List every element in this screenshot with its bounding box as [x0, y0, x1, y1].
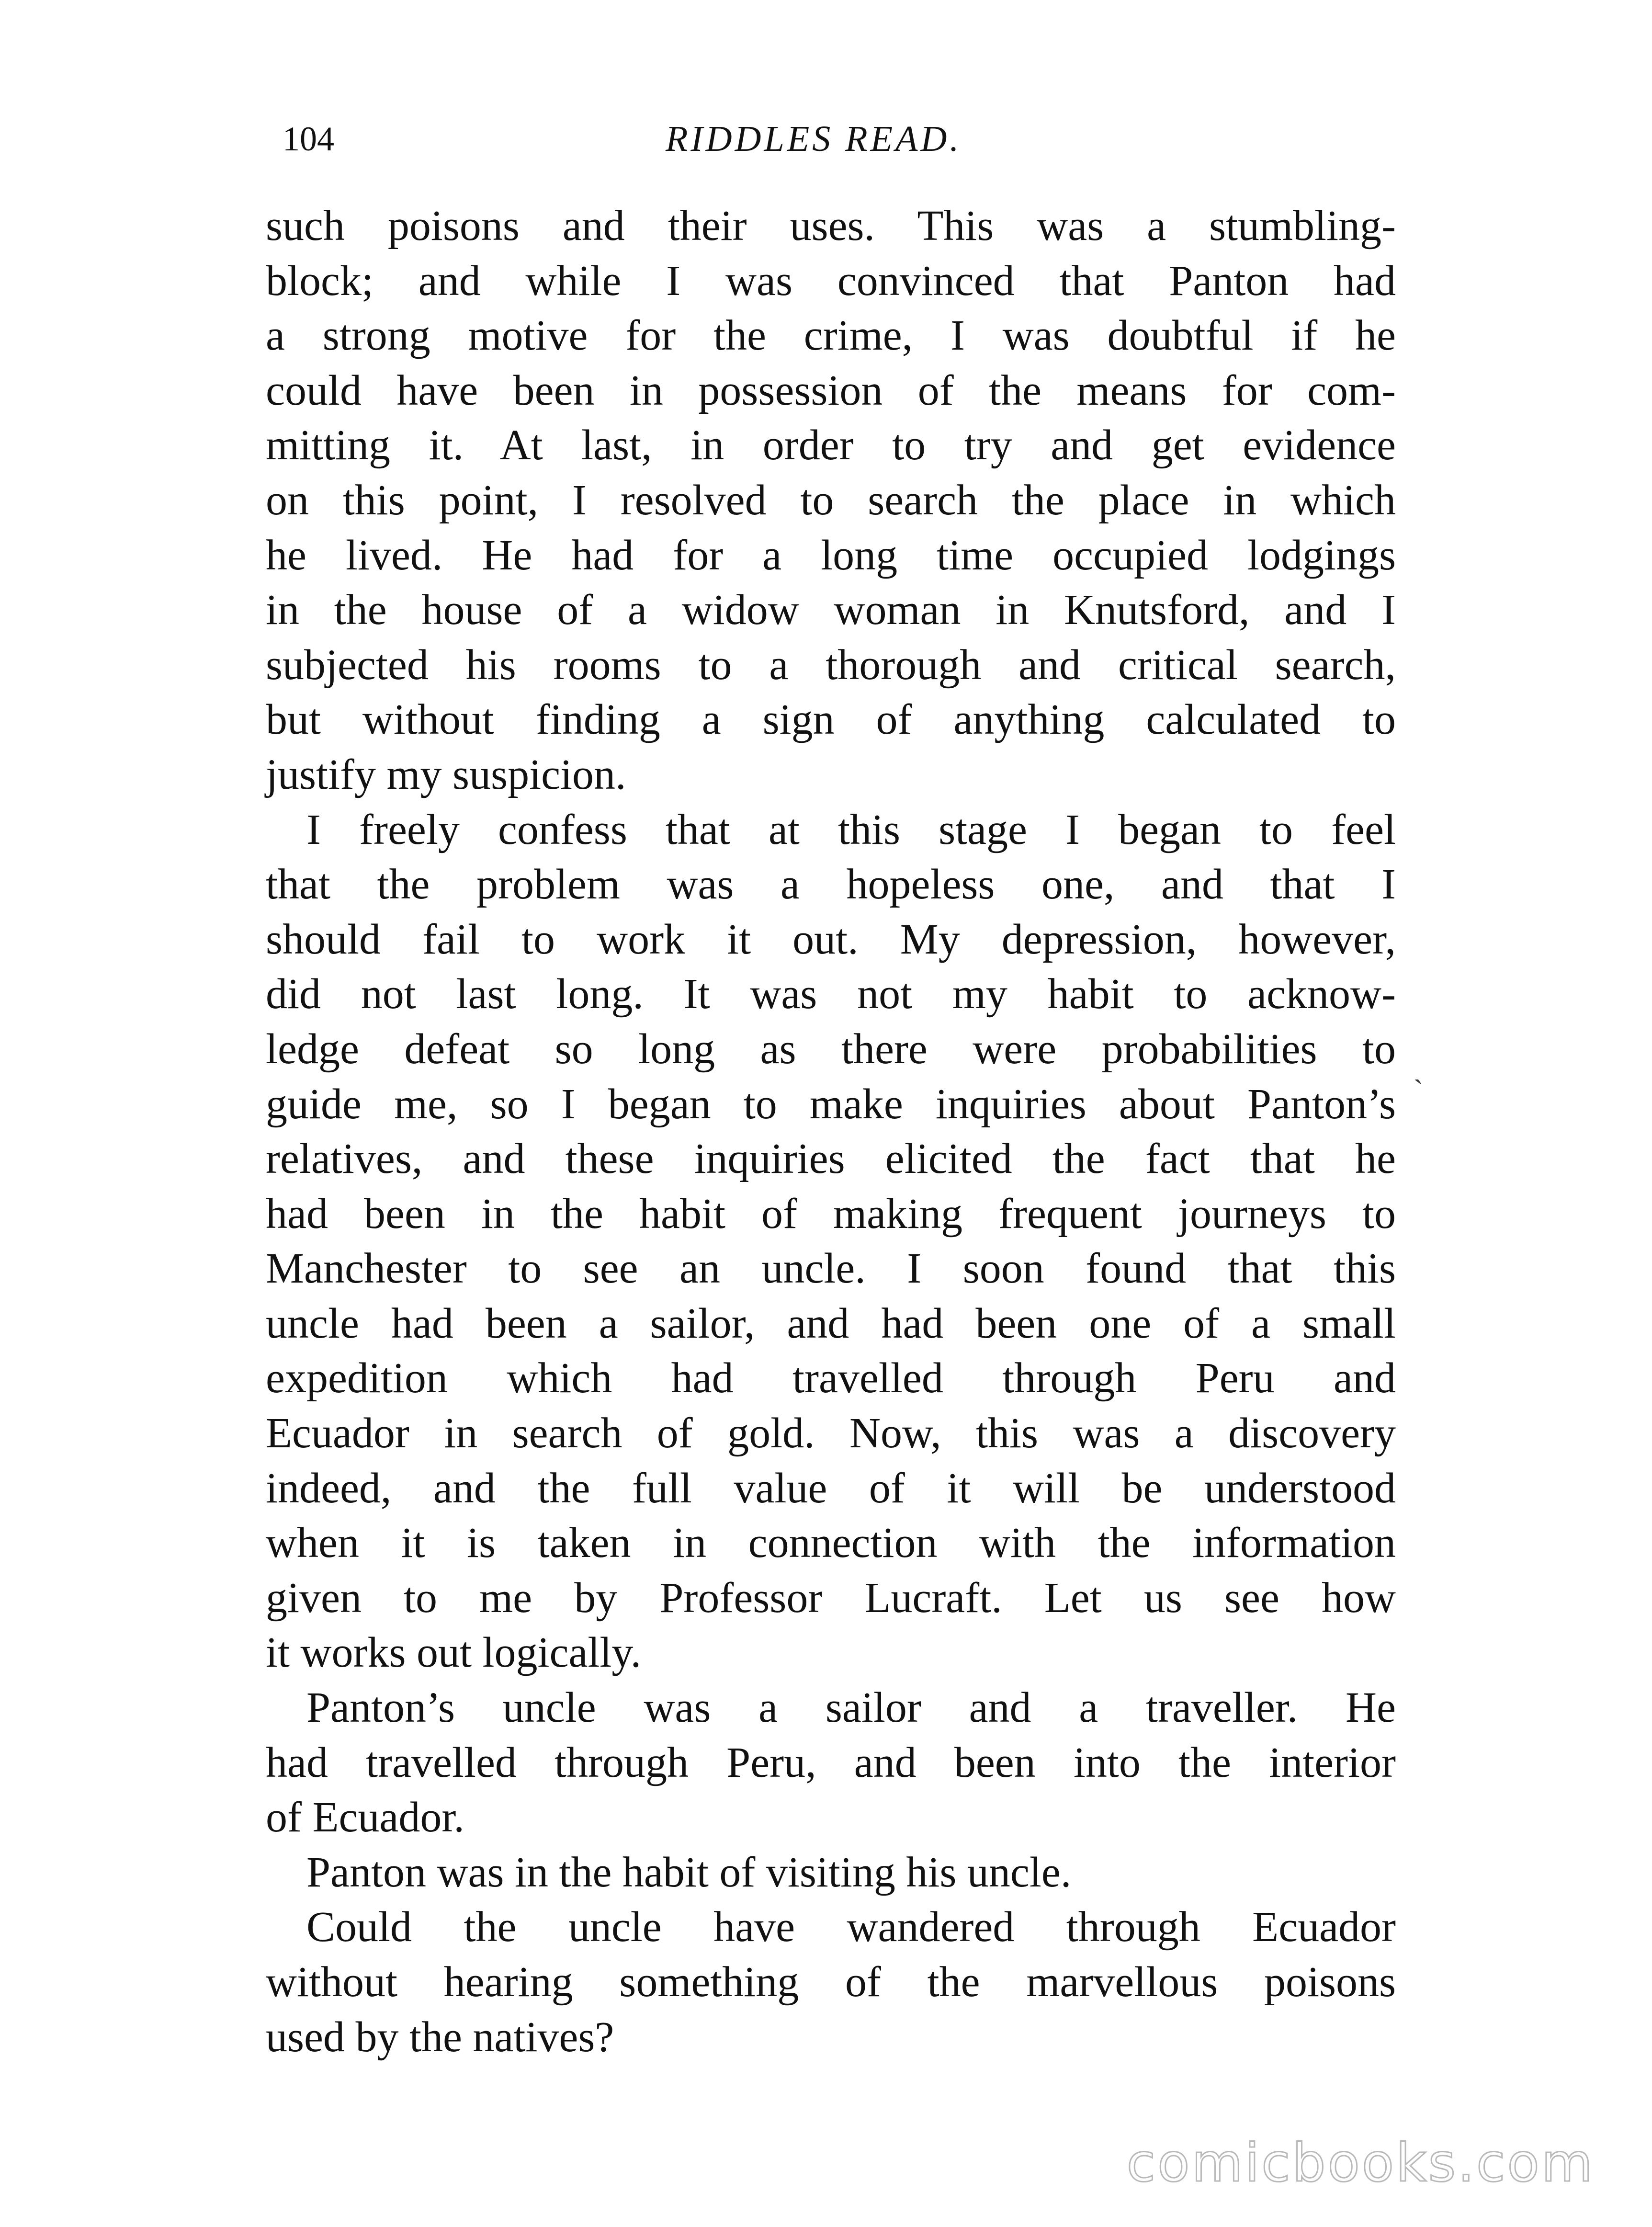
- margin-mark: ˏ: [1414, 1051, 1423, 1085]
- body-text: [266, 199, 1396, 2065]
- text-line: block; and while I was convinced that Panton had: [266, 257, 1396, 305]
- text-line: had travelled through Peru, and been into the interior: [266, 1738, 1396, 1786]
- text-line: in the house of a widow woman in Knutsford, and I: [266, 586, 1396, 634]
- text-line: it works out logically.: [266, 1629, 642, 1677]
- text-line: that the problem was a hopeless one, and that I: [266, 861, 1396, 909]
- text-line: indeed, and the full value of it will be understood: [266, 1464, 1396, 1512]
- page-header: [283, 115, 1384, 163]
- text-line: but without finding a sign of anything calculated to: [266, 696, 1396, 744]
- text-line: on this point, I resolved to search the place in which: [266, 476, 1396, 524]
- page-number: 104: [283, 120, 334, 158]
- text-line: had been in the habit of making frequent journeys to: [266, 1190, 1396, 1238]
- text-line: used by the natives?: [266, 2013, 614, 2061]
- text-line: Ecuador in search of gold. Now, this was a discovery: [266, 1409, 1396, 1457]
- text-line: justify my suspicion.: [266, 750, 626, 798]
- text-line: uncle had been a sailor, and had been one of a small: [266, 1299, 1396, 1347]
- text-line: given to me by Professor Lucraft. Let us see how: [266, 1574, 1396, 1622]
- text-line: should fail to work it out. My depression, however,: [266, 915, 1396, 963]
- text-line: of Ecuador.: [266, 1794, 464, 1841]
- running-head: RIDDLES READ.: [666, 119, 962, 159]
- text-line: Panton was in the habit of visiting his uncle.: [306, 1848, 1072, 1896]
- text-line: subjected his rooms to a thorough and critical search,: [266, 641, 1396, 689]
- text-line: did not last long. It was not my habit to acknow-: [266, 970, 1396, 1018]
- text-line: I freely confess that at this stage I began to feel: [306, 806, 1396, 853]
- text-line: mitting it. At last, in order to try and get evidence: [266, 421, 1396, 469]
- text-line: expedition which had travelled through Peru and: [266, 1354, 1396, 1402]
- text-line: ledge defeat so long as there were probabilities to: [266, 1025, 1396, 1073]
- site-watermark: comicbooks.com: [1126, 2132, 1595, 2193]
- text-line: Manchester to see an uncle. I soon found that this: [266, 1245, 1396, 1293]
- text-line: relatives, and these inquiries elicited the fact that he: [266, 1135, 1396, 1183]
- text-line: he lived. He had for a long time occupied lodgings: [266, 531, 1396, 579]
- text-line: when it is taken in connection with the information: [266, 1519, 1396, 1567]
- text-line: Could the uncle have wandered through Ecuador: [306, 1903, 1396, 1951]
- text-line: Panton’s uncle was a sailor and a traveller. He: [306, 1684, 1396, 1732]
- text-line: could have been in possession of the means for com-: [266, 366, 1396, 414]
- text-line: such poisons and their uses. This was a stumbling-: [266, 202, 1396, 250]
- text-line: guide me, so I began to make inquiries about Panton’s: [266, 1080, 1396, 1128]
- text-line: without hearing something of the marvellous poisons: [266, 1958, 1396, 2006]
- text-line: a strong motive for the crime, I was doubtful if he: [266, 312, 1396, 360]
